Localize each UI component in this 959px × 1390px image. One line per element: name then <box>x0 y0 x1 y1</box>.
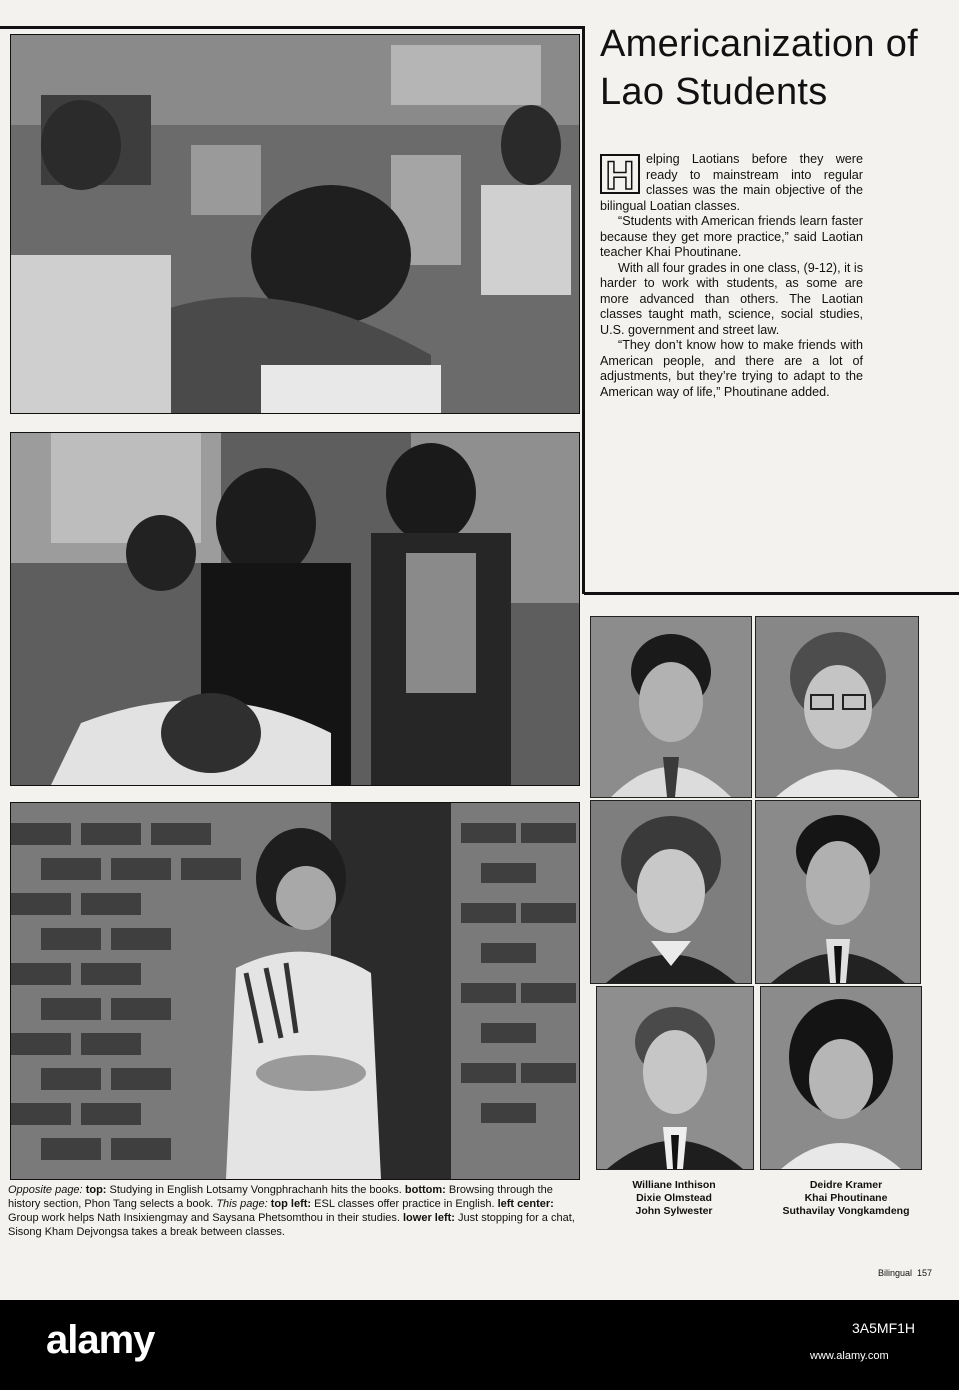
portrait-names-right <box>766 1179 926 1218</box>
dropcap: H <box>600 154 640 194</box>
caption-label: top: <box>85 1184 107 1196</box>
frame-rule-bottom <box>584 592 959 595</box>
article-body <box>600 152 863 400</box>
portrait-name: Dixie Olmstead <box>636 1192 712 1204</box>
portrait-name: John Sylwester <box>635 1205 713 1217</box>
photo-brick-wall <box>10 802 580 1180</box>
photo-group-work <box>10 432 580 786</box>
portrait-deidre-kramer <box>755 616 919 798</box>
folio-section: Bilingual <box>878 1268 913 1278</box>
frame-rule-right <box>582 26 585 594</box>
caption-text: Studying in English Lotsamy Vongphrachanh hits the books. <box>109 1184 402 1196</box>
photo-caption <box>8 1183 580 1239</box>
caption-text: ESL classes offer practice in English. <box>314 1198 495 1210</box>
frame-rule-top <box>0 26 584 29</box>
article-paragraph: “They don’t know how to make friends with American people, and there are a lot of adjustments, but they’re trying to adapt to the American way of life,” Phoutinane added. <box>600 338 863 399</box>
caption-label-opposite: Opposite page: <box>8 1184 83 1196</box>
page-folio <box>878 1268 932 1278</box>
caption-text: Just stopping for a chat, Sisong Kham Dejvongsa takes a break between classes. <box>8 1212 575 1238</box>
watermark-code: 3A5MF1H <box>852 1320 916 1336</box>
portrait-dixie-olmstead <box>590 800 752 984</box>
portrait-names-left <box>596 1179 752 1218</box>
watermark-url: www.alamy.com <box>810 1350 889 1362</box>
portrait-name: Deidre Kramer <box>809 1179 883 1191</box>
portrait-john-sylwester <box>596 986 754 1170</box>
caption-label-this-page: This page: <box>216 1198 268 1210</box>
article-paragraph-text: elping Laotians before they were ready to mainstream into regular classes was the main objective of the bilingual Loatian classes. <box>600 152 863 213</box>
portrait-name: Williane Inthison <box>632 1179 716 1191</box>
portrait-name: Khai Phoutinane <box>804 1192 888 1204</box>
caption-label: bottom: <box>404 1184 446 1196</box>
portrait-suthavilay-vongkamdeng <box>760 986 922 1170</box>
portrait-williane-inthison <box>590 616 752 798</box>
watermark-logo: alamy <box>46 1318 155 1362</box>
caption-text: Group work helps Nath Insixiengmay and Saysana Phetsomthou in their studies. <box>8 1212 400 1224</box>
page-title: Americanization of Lao Students <box>600 23 918 113</box>
caption-label: left center: <box>497 1198 554 1210</box>
folio-page-number: 157 <box>917 1268 933 1278</box>
photo-classroom <box>10 34 580 414</box>
portrait-name: Suthavilay Vongkamdeng <box>782 1205 910 1217</box>
caption-label: lower left: <box>403 1212 455 1224</box>
article-paragraph: With all four grades in one class, (9-12), it is harder to work with students, as some are more advanced than others. The Laotian classes taught math, science, social studies, U.S. government and street law. <box>600 260 863 337</box>
article-paragraph: “Students with American friends learn faster because they get more practice,” said Laotian teacher Khai Phoutinane. <box>600 214 863 259</box>
article-paragraph <box>600 152 863 214</box>
caption-text: Browsing through the history section, Phon Tang selects a book. <box>8 1184 553 1210</box>
caption-label: top left: <box>270 1198 312 1210</box>
portrait-khai-phoutinane <box>755 800 921 984</box>
